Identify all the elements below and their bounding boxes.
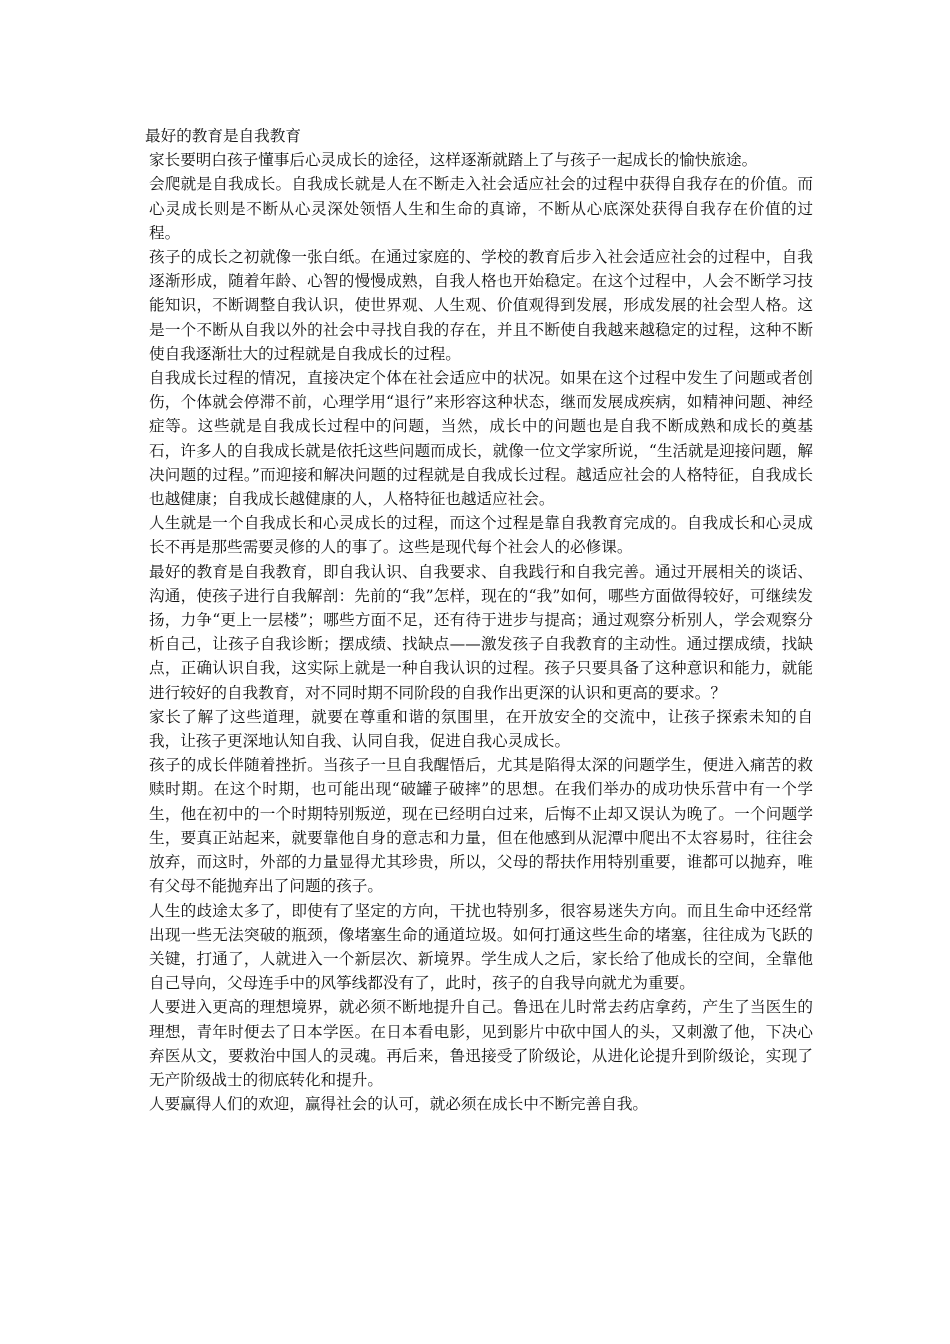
- paragraph-life-process: 人生就是一个自我成长和心灵成长的过程，而这个过程是靠自我教育完成的。自我成长和心灵成长不再是那些需要灵修的人的事了。这些是现代每个社会人的必修课。: [149, 514, 813, 557]
- paragraph-parent-understanding: 家长了解了这些道理，就要在尊重和谐的氛围里，在开放安全的交流中，让孩子探索未知的自我，让孩子更深地认知自我、认同自我，促进自我心灵成长。: [149, 707, 813, 751]
- document-title: 最好的教育是自我教育: [145, 127, 301, 145]
- paragraph-self-growth-definition: 会爬就是自我成长。自我成长就是人在不断走入社会适应社会的过程中获得自我存在的价值。而心灵成长则是不断从心灵深处领悟人生和生命的真谛，不断从心底深处获得自我存在价值的过程。: [149, 175, 813, 242]
- paragraph-parent-growth: 家长要明白孩子懂事后心灵成长的途径，这样逐渐就踏上了与孩子一起成长的愉快旅途。: [149, 151, 758, 170]
- paragraph-lu-xun: 人要进入更高的理想境界，就必须不断地提升自己。鲁迅在儿时常去药店拿药，产生了当医生的理想，青年时便去了日本学医。在日本看电影，见到影片中砍中国人的头，又刺激了他，下决心弃医从文，要救治中国人的灵魂。再后来，鲁迅接受了阶级论，从进化论提升到阶级论，实现了无产阶级战士的彻底转化和提升。: [149, 998, 813, 1089]
- paragraph-life-direction: 人生的歧途太多了，即使有了坚定的方向，干扰也特别多，很容易迷失方向。而且生命中还经常出现一些无法突破的瓶颈，像堵塞生命的通道垃圾。如何打通这些生命的堵塞，往往成为飞跃的关键，打通了，人就进入一个新层次、新境界。学生成人之后，家长给了他成长的空间，全靠他自己导向，父母连手中的风筝线都没有了，此时，孩子的自我导向就尤为重要。: [149, 901, 813, 993]
- paragraph-self-education: 最好的教育是自我教育，即自我认识、自我要求、自我践行和自我完善。通过开展相关的谈话、沟通，使孩子进行自我解剖：先前的“我”怎样，现在的“我”如何，哪些方面做得较好，可继续发扬，力争“更上一层楼”；哪些方面不足，还有待于进步与提高；通过观察分析别人，学会观察分析自己，让孩子自我诊断；摆成绩、找缺点——激发孩子自我教育的主动性。通过摆成绩，找缺点，正确认识自我，这实际上就是一种自我认识的过程。孩子只要具备了这种意识和能力，就能进行较好的自我教育，对不同时期不同阶段的自我作出更深的认识和更高的要求。？: [149, 562, 813, 702]
- paragraph-setbacks: 孩子的成长伴随着挫折。当孩子一旦自我醒悟后，尤其是陷得太深的问题学生，便进入痛苦的救赎时期。在这个时期，也可能出现“破罐子破摔”的思想。在我们举办的成功快乐营中有一个学生，他在初中的一个时期特别叛逆，现在已经明白过来，后悔不止却又误认为晚了。一个问题学生，要真正站起来，就要靠他自身的意志和力量，但在他感到从泥潭中爬出不太容易时，往往会放弃，而这时，外部的力量显得尤其珍贵，所以，父母的帮扶作用特别重要，谁都可以抛弃，唯有父母不能抛弃出了问题的孩子。: [149, 756, 813, 896]
- document-body: [145, 124, 813, 1116]
- paragraph-growth-problems: 自我成长过程的情况，直接决定个体在社会适应中的状况。如果在这个过程中发生了问题或者创伤，个体就会停滞不前，心理学用“退行”来形容这种状态，继而发展成疾病，如精神问题、神经症等。这些就是自我成长过程中的问题，当然，成长中的问题也是自我不断成熟和成长的奠基石，许多人的自我成长就是依托这些问题而成长，就像一位文学家所说，“生活就是迎接问题，解决问题的过程。”而迎接和解决问题的过程就是自我成长过程。越适应社会的人格特征，自我成长也越健康；自我成长越健康的人，人格特征也越适应社会。: [149, 369, 813, 509]
- paragraph-blank-paper: 孩子的成长之初就像一张白纸。在通过家庭的、学校的教育后步入社会适应社会的过程中，自我逐渐形成，随着年龄、心智的慢慢成熟，自我人格也开始稳定。在这个过程中，人会不断学习技能知识，不断调整自我认识，使世界观、人生观、价值观得到发展，形成发展的社会型人格。这是一个不断从自我以外的社会中寻找自我的存在，并且不断使自我越来越稳定的过程，这种不断使自我逐渐壮大的过程就是自我成长的过程。: [149, 248, 813, 363]
- paragraph-conclusion: 人要赢得人们的欢迎，赢得社会的认可，就必须在成长中不断完善自我。: [149, 1095, 649, 1114]
